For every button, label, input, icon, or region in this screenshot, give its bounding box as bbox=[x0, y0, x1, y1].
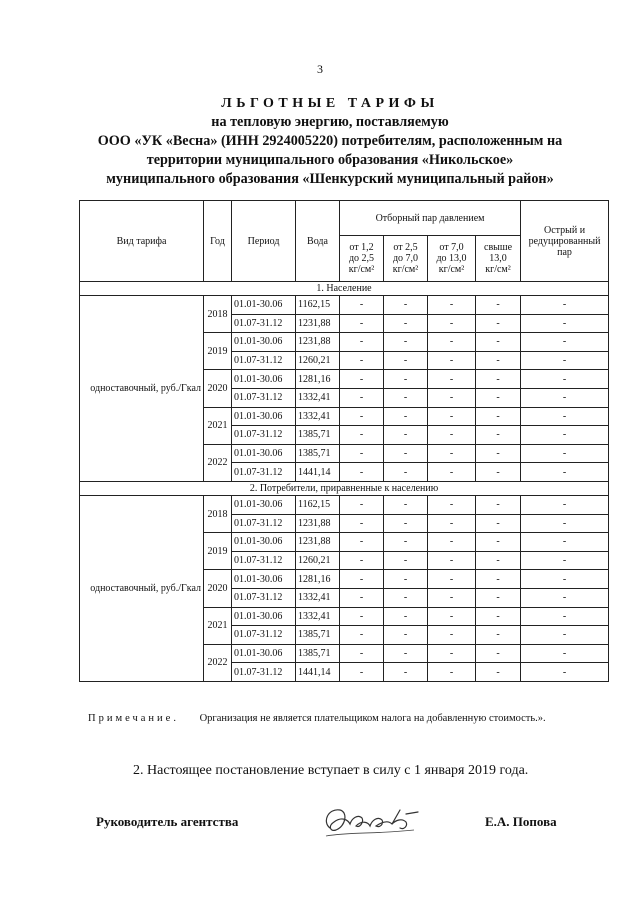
empty-value-cell: - bbox=[384, 607, 428, 626]
tariff-type-cell: одноставочный, руб./Гкал bbox=[80, 296, 204, 482]
year-cell: 2021 bbox=[204, 607, 232, 644]
header-year: Год bbox=[204, 201, 232, 282]
header-steam-range-line: кг/см² bbox=[438, 264, 465, 275]
empty-value-cell: - bbox=[476, 626, 521, 645]
water-price-cell: 1332,41 bbox=[296, 588, 340, 607]
empty-value-cell: - bbox=[340, 463, 384, 482]
empty-value-cell: - bbox=[521, 514, 609, 533]
water-price-cell: 1332,41 bbox=[296, 388, 340, 407]
page-number: 3 bbox=[317, 62, 323, 76]
empty-value-cell: - bbox=[340, 426, 384, 445]
empty-value-cell: - bbox=[340, 333, 384, 352]
empty-value-cell: - bbox=[476, 463, 521, 482]
water-price-cell: 1162,15 bbox=[296, 495, 340, 514]
empty-value-cell: - bbox=[340, 370, 384, 389]
empty-value-cell: - bbox=[521, 426, 609, 445]
empty-value-cell: - bbox=[428, 314, 476, 333]
empty-value-cell: - bbox=[476, 644, 521, 663]
header-steam: Отборный пар давлением bbox=[340, 201, 521, 236]
empty-value-cell: - bbox=[384, 551, 428, 570]
year-cell: 2018 bbox=[204, 296, 232, 333]
note-label: Примечание. bbox=[88, 713, 179, 724]
period-cell: 01.01-30.06 bbox=[232, 570, 296, 589]
empty-value-cell: - bbox=[476, 607, 521, 626]
title-line-1: ЛЬГОТНЫЕ ТАРИФЫ bbox=[221, 96, 439, 111]
empty-value-cell: - bbox=[340, 626, 384, 645]
period-cell: 01.01-30.06 bbox=[232, 407, 296, 426]
empty-value-cell: - bbox=[476, 495, 521, 514]
header-water: Вода bbox=[296, 201, 340, 282]
empty-value-cell: - bbox=[340, 444, 384, 463]
year-cell: 2022 bbox=[204, 444, 232, 481]
year-cell: 2021 bbox=[204, 407, 232, 444]
empty-value-cell: - bbox=[521, 607, 609, 626]
document-title bbox=[60, 94, 600, 189]
empty-value-cell: - bbox=[428, 370, 476, 389]
empty-value-cell: - bbox=[476, 351, 521, 370]
empty-value-cell: - bbox=[384, 444, 428, 463]
period-cell: 01.01-30.06 bbox=[232, 333, 296, 352]
period-cell: 01.07-31.12 bbox=[232, 351, 296, 370]
empty-value-cell: - bbox=[428, 533, 476, 552]
empty-value-cell: - bbox=[476, 551, 521, 570]
empty-value-cell: - bbox=[521, 533, 609, 552]
period-cell: 01.01-30.06 bbox=[232, 533, 296, 552]
section-title-row bbox=[80, 481, 609, 495]
table-row bbox=[80, 495, 609, 514]
empty-value-cell: - bbox=[340, 314, 384, 333]
header-steam-range-line: кг/см² bbox=[392, 264, 419, 275]
empty-value-cell: - bbox=[428, 551, 476, 570]
header-steam-range-line: до 13,0 bbox=[436, 253, 467, 264]
year-cell: 2020 bbox=[204, 370, 232, 407]
empty-value-cell: - bbox=[476, 514, 521, 533]
period-cell: 01.01-30.06 bbox=[232, 370, 296, 389]
table-row bbox=[80, 296, 609, 315]
empty-value-cell: - bbox=[340, 296, 384, 315]
empty-value-cell: - bbox=[428, 626, 476, 645]
header-steam-range-line: кг/см² bbox=[485, 264, 511, 275]
water-price-cell: 1385,71 bbox=[296, 444, 340, 463]
empty-value-cell: - bbox=[384, 533, 428, 552]
note bbox=[88, 713, 628, 724]
title-line-5: муниципального образования «Шенкурский муниципальный район» bbox=[106, 171, 554, 187]
empty-value-cell: - bbox=[521, 314, 609, 333]
empty-value-cell: - bbox=[428, 663, 476, 682]
period-cell: 01.01-30.06 bbox=[232, 296, 296, 315]
empty-value-cell: - bbox=[340, 663, 384, 682]
empty-value-cell: - bbox=[428, 426, 476, 445]
empty-value-cell: - bbox=[521, 333, 609, 352]
water-price-cell: 1441,14 bbox=[296, 663, 340, 682]
empty-value-cell: - bbox=[521, 407, 609, 426]
tariff-table bbox=[79, 200, 609, 682]
empty-value-cell: - bbox=[428, 607, 476, 626]
year-cell: 2019 bbox=[204, 533, 232, 570]
year-cell: 2022 bbox=[204, 644, 232, 681]
empty-value-cell: - bbox=[476, 407, 521, 426]
header-steam-range-line: 13,0 bbox=[489, 253, 507, 264]
empty-value-cell: - bbox=[384, 588, 428, 607]
empty-value-cell: - bbox=[476, 570, 521, 589]
empty-value-cell: - bbox=[476, 333, 521, 352]
empty-value-cell: - bbox=[340, 570, 384, 589]
water-price-cell: 1441,14 bbox=[296, 463, 340, 482]
period-cell: 01.01-30.06 bbox=[232, 444, 296, 463]
water-price-cell: 1231,88 bbox=[296, 333, 340, 352]
water-price-cell: 1231,88 bbox=[296, 314, 340, 333]
water-price-cell: 1385,71 bbox=[296, 644, 340, 663]
header-steam-range-line: от 7,0 bbox=[439, 242, 464, 253]
section-title-row bbox=[80, 282, 609, 296]
header-tariff-type: Вид тарифа bbox=[80, 201, 204, 282]
decree-text: 2. Настоящее постановление вступает в силу с 1 января 2019 года. bbox=[133, 763, 529, 778]
signatory-name: Е.А. Попова bbox=[485, 814, 557, 829]
empty-value-cell: - bbox=[476, 426, 521, 445]
header-steam-range-line: кг/см² bbox=[348, 264, 375, 275]
empty-value-cell: - bbox=[340, 644, 384, 663]
title-line-4: территории муниципального образования «Никольское» bbox=[146, 152, 514, 168]
empty-value-cell: - bbox=[428, 495, 476, 514]
empty-value-cell: - bbox=[428, 570, 476, 589]
period-cell: 01.07-31.12 bbox=[232, 626, 296, 645]
header-steam-range-line: от 1,2 bbox=[349, 242, 374, 253]
year-cell: 2019 bbox=[204, 333, 232, 370]
empty-value-cell: - bbox=[428, 388, 476, 407]
empty-value-cell: - bbox=[384, 351, 428, 370]
empty-value-cell: - bbox=[340, 351, 384, 370]
signatory-title: Руководитель агентства bbox=[96, 814, 239, 829]
empty-value-cell: - bbox=[521, 495, 609, 514]
empty-value-cell: - bbox=[521, 351, 609, 370]
note-text: Организация не является плательщиком налога на добавленную стоимость.». bbox=[199, 713, 546, 724]
period-cell: 01.07-31.12 bbox=[232, 314, 296, 333]
section-title: 1. Население bbox=[80, 282, 609, 296]
empty-value-cell: - bbox=[521, 370, 609, 389]
empty-value-cell: - bbox=[384, 426, 428, 445]
empty-value-cell: - bbox=[384, 514, 428, 533]
header-steam-range-2 bbox=[384, 236, 428, 282]
empty-value-cell: - bbox=[521, 588, 609, 607]
header-steam-range-line: до 2,5 bbox=[348, 253, 375, 264]
empty-value-cell: - bbox=[340, 607, 384, 626]
empty-value-cell: - bbox=[384, 644, 428, 663]
header-sharp-steam: Острый и редуцированный пар bbox=[521, 201, 609, 282]
empty-value-cell: - bbox=[340, 388, 384, 407]
header-steam-range-3 bbox=[428, 236, 476, 282]
water-price-cell: 1281,16 bbox=[296, 570, 340, 589]
water-price-cell: 1231,88 bbox=[296, 514, 340, 533]
header-steam-range-1 bbox=[340, 236, 384, 282]
empty-value-cell: - bbox=[428, 333, 476, 352]
water-price-cell: 1281,16 bbox=[296, 370, 340, 389]
empty-value-cell: - bbox=[428, 444, 476, 463]
header-steam-range-4 bbox=[476, 236, 521, 282]
empty-value-cell: - bbox=[428, 588, 476, 607]
empty-value-cell: - bbox=[476, 296, 521, 315]
empty-value-cell: - bbox=[428, 407, 476, 426]
empty-value-cell: - bbox=[476, 314, 521, 333]
period-cell: 01.07-31.12 bbox=[232, 551, 296, 570]
empty-value-cell: - bbox=[384, 407, 428, 426]
water-price-cell: 1332,41 bbox=[296, 407, 340, 426]
header-period: Период bbox=[232, 201, 296, 282]
period-cell: 01.07-31.12 bbox=[232, 514, 296, 533]
water-price-cell: 1260,21 bbox=[296, 551, 340, 570]
header-steam-range-line: свыше bbox=[484, 242, 513, 253]
empty-value-cell: - bbox=[384, 626, 428, 645]
period-cell: 01.07-31.12 bbox=[232, 663, 296, 682]
empty-value-cell: - bbox=[340, 551, 384, 570]
tariff-type-cell: одноставочный, руб./Гкал bbox=[80, 495, 204, 681]
empty-value-cell: - bbox=[384, 495, 428, 514]
header-steam-range-line: от 2,5 bbox=[393, 242, 418, 253]
empty-value-cell: - bbox=[428, 644, 476, 663]
empty-value-cell: - bbox=[428, 296, 476, 315]
empty-value-cell: - bbox=[340, 495, 384, 514]
empty-value-cell: - bbox=[384, 333, 428, 352]
empty-value-cell: - bbox=[476, 663, 521, 682]
empty-value-cell: - bbox=[521, 388, 609, 407]
empty-value-cell: - bbox=[340, 588, 384, 607]
empty-value-cell: - bbox=[384, 388, 428, 407]
empty-value-cell: - bbox=[521, 644, 609, 663]
water-price-cell: 1231,88 bbox=[296, 533, 340, 552]
water-price-cell: 1385,71 bbox=[296, 426, 340, 445]
empty-value-cell: - bbox=[476, 388, 521, 407]
empty-value-cell: - bbox=[428, 514, 476, 533]
period-cell: 01.07-31.12 bbox=[232, 388, 296, 407]
year-cell: 2018 bbox=[204, 495, 232, 532]
empty-value-cell: - bbox=[384, 570, 428, 589]
empty-value-cell: - bbox=[340, 407, 384, 426]
title-line-2: на тепловую энергию, поставляемую bbox=[211, 114, 449, 130]
water-price-cell: 1332,41 bbox=[296, 607, 340, 626]
section-title: 2. Потребители, приравненные к населению bbox=[80, 481, 609, 495]
empty-value-cell: - bbox=[521, 444, 609, 463]
empty-value-cell: - bbox=[428, 463, 476, 482]
period-cell: 01.07-31.12 bbox=[232, 463, 296, 482]
empty-value-cell: - bbox=[384, 370, 428, 389]
period-cell: 01.01-30.06 bbox=[232, 607, 296, 626]
handwritten-signature bbox=[318, 800, 428, 844]
year-cell: 2020 bbox=[204, 570, 232, 607]
period-cell: 01.01-30.06 bbox=[232, 644, 296, 663]
empty-value-cell: - bbox=[521, 570, 609, 589]
empty-value-cell: - bbox=[521, 296, 609, 315]
water-price-cell: 1162,15 bbox=[296, 296, 340, 315]
empty-value-cell: - bbox=[521, 463, 609, 482]
empty-value-cell: - bbox=[428, 351, 476, 370]
empty-value-cell: - bbox=[476, 588, 521, 607]
empty-value-cell: - bbox=[476, 370, 521, 389]
empty-value-cell: - bbox=[384, 314, 428, 333]
header-steam-range-line: до 7,0 bbox=[392, 253, 419, 264]
empty-value-cell: - bbox=[521, 663, 609, 682]
empty-value-cell: - bbox=[384, 296, 428, 315]
period-cell: 01.07-31.12 bbox=[232, 588, 296, 607]
empty-value-cell: - bbox=[521, 626, 609, 645]
empty-value-cell: - bbox=[384, 463, 428, 482]
empty-value-cell: - bbox=[384, 663, 428, 682]
period-cell: 01.01-30.06 bbox=[232, 495, 296, 514]
title-line-3: ООО «УК «Весна» (ИНН 2924005220) потребителям, расположенным на bbox=[97, 133, 563, 149]
empty-value-cell: - bbox=[476, 444, 521, 463]
empty-value-cell: - bbox=[340, 533, 384, 552]
empty-value-cell: - bbox=[340, 514, 384, 533]
period-cell: 01.07-31.12 bbox=[232, 426, 296, 445]
water-price-cell: 1260,21 bbox=[296, 351, 340, 370]
empty-value-cell: - bbox=[476, 533, 521, 552]
water-price-cell: 1385,71 bbox=[296, 626, 340, 645]
empty-value-cell: - bbox=[521, 551, 609, 570]
